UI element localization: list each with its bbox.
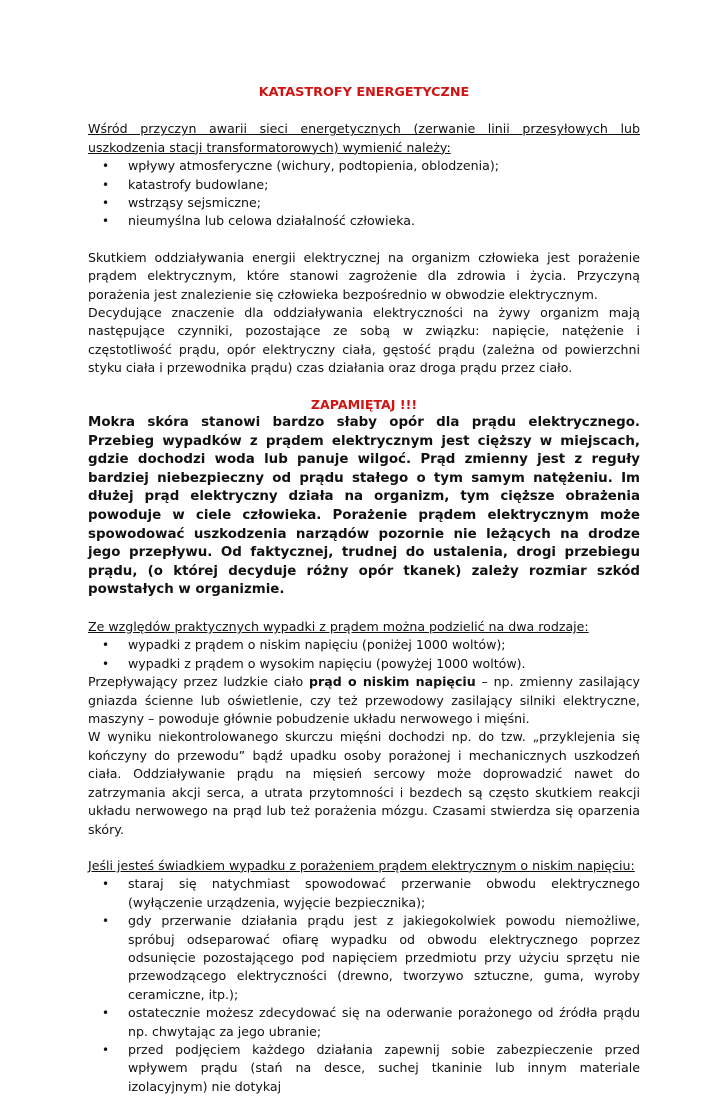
document-title: KATASTROFY ENERGETYCZNE [258,85,470,100]
section1-list [88,157,640,231]
section4-intro: Jeśli jesteś świadkiem wypadku z porażeniem prądem elektrycznym o niskim napięciu: [88,857,635,873]
list-item: • staraj się natychmiast spowodować przerwanie obwodu elektrycznego (wyłączenie urządzenia, wyjęcie bezpiecznika); [102,876,640,910]
list-item: • wypadki z prądem o wysokim napięciu (powyżej 1000 woltów). [88,655,640,673]
bullet-icon: • [102,159,110,174]
bullet-icon: • [102,177,110,192]
section2-paragraph-2: Decydujące znaczenie dla oddziaływania elektryczności na żywy organizm mają następujące czynniki, pozostające ze sobą w związku: napięcie, natężenie i częstotliwość prądu, opór elektryczny ciała, gęstość prądu (zależna od powierzchni styku ciała i przewodnika prądu) czas działania oraz droga prądu przez ciało. [88,305,640,376]
remember-text: Mokra skóra stanowi bardzo słaby opór dla prądu elektrycznego. Przebieg wypadków z prądem elektrycznym jest cięższy w miejscach, gdzie dochodzi woda lub panuje wilgoć. Prąd zmienny jest z reguły bardziej niebezpieczny od prądu stałego o tym samym natężeniu. Im dłużej prąd elektryczny działa na organizm, tym cięższe obrażenia powoduje w ciele człowieka. Porażenie prądem elektrycznym może spowodować uszkodzenia narządów pozornie nie leżących na drodze jego przepływu. Od faktycznej, trudnej do ustalenia, drogi przebiegu prądu, (o której decyduje różny opór tkanek) zależy rozmiar szkód powstałych w organizmie. [88,415,640,598]
list-item: • ostatecznie możesz zdecydować się na oderwanie porażonego od źródła prądu np. chwytając za jego ubranie; [102,1005,640,1039]
section3-list [88,636,640,673]
remember-heading: ZAPAMIĘTAJ !!! [310,396,418,412]
section2-paragraph-1: Skutkiem oddziaływania energii elektrycznej na organizm człowieka jest porażenie prądem elektrycznym, które stanowi zagrożenie dla zdrowia i życia. Przyczyną porażenia jest znalezienie się człowieka bezpośrednio w obwodzie elektrycznym. [88,249,640,302]
bullet-icon: • [102,638,110,653]
bullet-icon: • [102,914,110,929]
list-item: • wstrząsy sejsmiczne; [88,194,640,212]
bullet-icon: • [102,1006,110,1021]
list-item: • gdy przerwanie działania prądu jest z jakiegokolwiek powodu niemożliwe, spróbuj odseparować ofiarę wypadku od obwodu elektrycznego poprzez odsunięcie pozostającego pod napięciem przedmiotu przy użyciu sprzętu nie przewodzącego elektryczności (drewno, tworzywo sztuczne, guma, wyroby ceramiczne, itp.); [102,913,640,1002]
bullet-icon: • [102,877,110,892]
bullet-icon: • [102,1042,110,1057]
section4-list [88,875,640,1096]
bullet-icon: • [102,656,110,671]
document-page [88,84,640,1096]
section3-paragraph-1: Przepływający przez ludzkie ciało prąd o niskim napięciu – np. zmienny zasilający gniazda ścienne lub oświetlenie, czy też przewodowy zasilający silniki elektryczne, maszyny – powoduje głównie pobudzenie układu nerwowego i mięśni. [88,674,641,727]
section3-intro: Ze względów praktycznych wypadki z prądem można podzielić na dwa rodzaje: [88,619,589,635]
list-item: • wypadki z prądem o niskim napięciu (poniżej 1000 woltów); [88,636,640,654]
list-item: • wpływy atmosferyczne (wichury, podtopienia, oblodzenia); [88,157,640,175]
section1-intro: Wśród przyczyn awarii sieci energetycznych (zerwanie linii przesyłowych lub uszkodzenia stacji transformatorowych) wymienić należy: [88,121,640,155]
bullet-icon: • [102,196,110,211]
list-item: • katastrofy budowlane; [88,176,640,194]
section3-paragraph-2: W wyniku niekontrolowanego skurczu mięśni dochodzi np. do tzw. „przyklejenia się kończyny do przewodu” bądź upadku osoby porażonej i mechanicznych uszkodzeń ciała. Oddziaływanie prądu na mięsień sercowy może doprowadzić nawet do zatrzymania akcji serca, a utrata przytomności i bezdech są często skutkiem reakcji układu nerwowego na prąd lub też porażenia mózgu. Czasami stwierdza się oparzenia skóry. [88,729,640,837]
list-item: • nieumyślna lub celowa działalność człowieka. [88,212,640,230]
bullet-icon: • [102,214,110,229]
list-item: • przed podjęciem każdego działania zapewnij sobie zabezpieczenie przed wpływem prądu (stań na desce, suchej tkaninie lub innym materiale izolacyjnym) nie dotykaj [102,1041,640,1094]
